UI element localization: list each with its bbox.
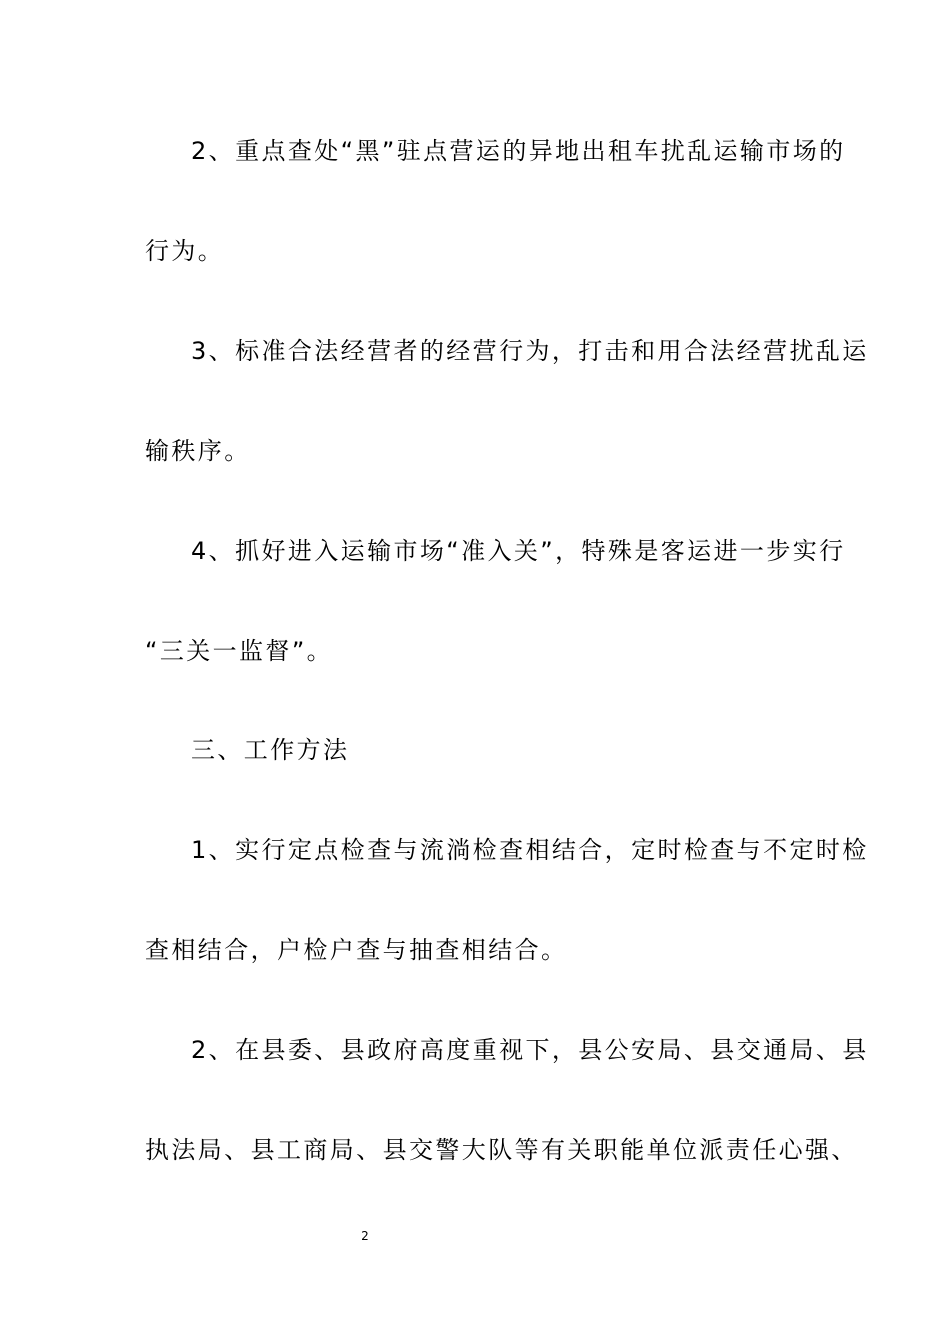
method-2-line-1: 2、在县委、县政府高度重视下，县公安局、县交通局、县 [191,1036,869,1064]
method-1-line-2: 查相结合，户检户查与抽查相结合。 [145,936,568,964]
method-1-line-1: 1、实行定点检查与流淌检查相结合，定时检查与不定时检 [191,836,869,864]
section-heading-work-methods: 三、工作方法 [191,736,350,764]
page-number: 2 [361,1229,369,1243]
item-4-line-2: “三关一监督”。 [145,637,334,665]
item-3-line-2: 输秩序。 [145,437,251,465]
item-2-line-1: 2、重点查处“黑”驻点营运的异地出租车扰乱运输市场的 [191,137,846,165]
item-3-line-1: 3、标准合法经营者的经营行为，打击和用合法经营扰乱运 [191,337,869,365]
method-2-line-2: 执法局、县工商局、县交警大队等有关职能单位派责任心强、 [145,1136,858,1164]
item-2-line-2: 行为。 [145,237,225,265]
item-4-line-1: 4、抓好进入运输市场“准入关”，特殊是客运进一步实行 [191,537,846,565]
